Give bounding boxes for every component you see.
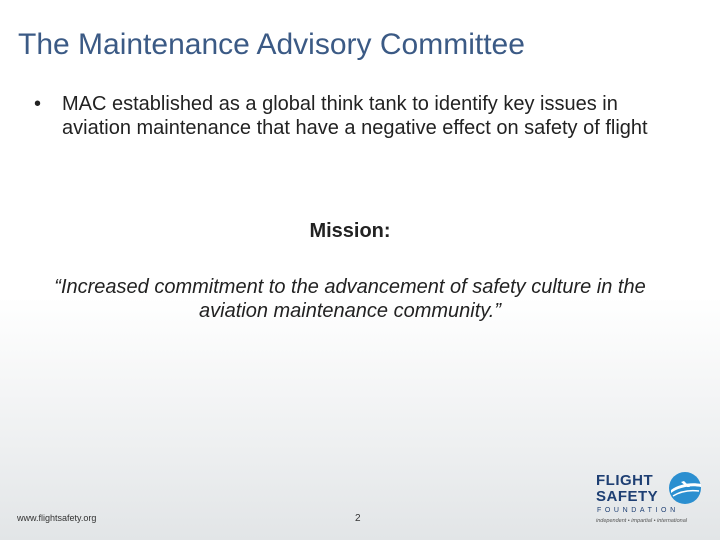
- page-number: 2: [355, 513, 361, 524]
- logo-tagline: independent • impartial • international: [596, 518, 687, 524]
- bullet-marker: •: [34, 93, 42, 115]
- mission-label: Mission:: [309, 220, 391, 242]
- slide-title: The Maintenance Advisory Committee: [18, 28, 525, 61]
- logo-line-2: SAFETY: [596, 488, 659, 505]
- footer-url: www.flightsafety.org: [17, 513, 97, 523]
- bullet-text: MAC established as a global think tank to identify key issues in aviation maintenance that have a negative effect on safety of flight: [62, 93, 648, 139]
- bullet-item: [34, 92, 674, 140]
- logo-line-3: FOUNDATION: [597, 507, 679, 514]
- flight-safety-foundation-logo: [596, 470, 706, 530]
- logo-line-1: FLIGHT: [596, 472, 654, 489]
- mission-statement: “Increased commitment to the advancement of safety culture in the aviation maintenance community.”: [54, 276, 646, 322]
- globe-airplane-icon: [667, 470, 703, 506]
